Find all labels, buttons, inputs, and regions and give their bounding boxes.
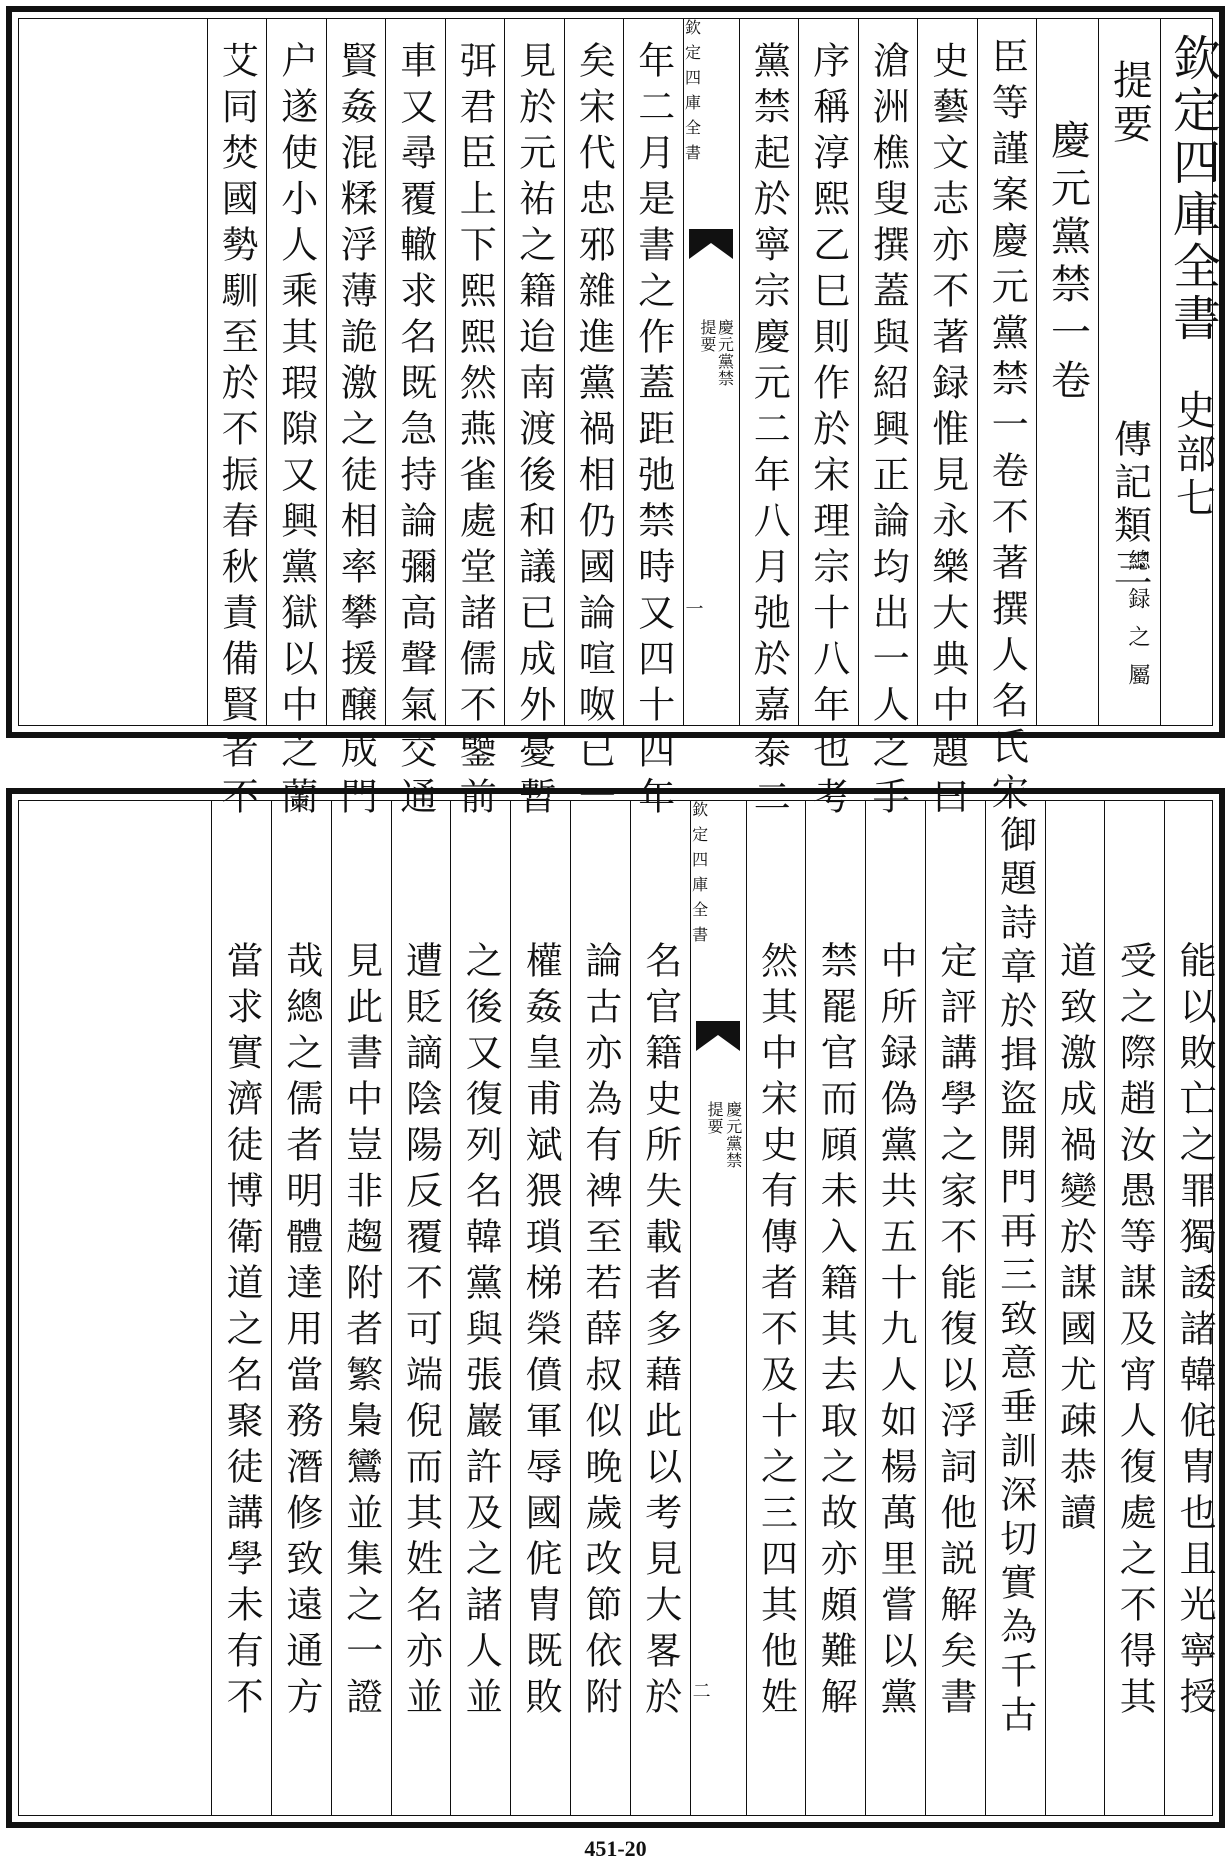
text-column xyxy=(211,801,271,1815)
text-column xyxy=(504,19,564,823)
text-column xyxy=(630,801,690,1815)
column-text: 權姦皇甫斌猥瑣梯榮僨軍辱國侂胄既敗 xyxy=(519,941,563,1723)
fold-book-title: 欽定四庫全書 xyxy=(682,19,702,169)
column-text: 受之際趙汝愚等謀及宵人復處之不得其 xyxy=(1113,941,1157,1723)
column-text: 史藝文志亦不著録惟見永樂大典中題曰 xyxy=(925,41,969,823)
category-sub-label: 總録之屬 xyxy=(1124,549,1150,701)
column-text: 臣等謹案慶元黨禁一卷不著撰人名氏宋 xyxy=(985,37,1029,819)
header-bureau: 史部七 xyxy=(1169,389,1216,521)
fold-section-title: 慶元黨禁 xyxy=(715,319,735,387)
column-text: 然其中宋史有傳者不及十之三四其他姓 xyxy=(754,941,798,1723)
book-title-column xyxy=(1036,19,1098,725)
fold-section-sub: 提要 xyxy=(697,319,717,353)
column-text: 車又尋覆轍求名既急持論彌高聲氣交通 xyxy=(393,41,437,823)
column-text: 户遂使小人乘其瑕隙又興黨獄以中之蘭 xyxy=(274,41,318,823)
text-column xyxy=(739,19,799,823)
bottom-frame xyxy=(6,788,1225,1828)
fishtail-mark-icon xyxy=(696,1021,740,1051)
center-fold-column xyxy=(683,19,739,725)
column-text: 序稱淳熙乙巳則作於宋理宗十八年也考 xyxy=(806,41,850,823)
fold-page-number: 二 xyxy=(689,1681,711,1708)
text-column xyxy=(271,801,331,1815)
top-inner-border xyxy=(18,18,1221,823)
column-text: 禁罷官而頋未入籍其去取之故亦頗難解 xyxy=(814,941,858,1723)
tiyao-label: 提要 xyxy=(1106,59,1153,147)
text-column xyxy=(450,801,510,1815)
text-column xyxy=(207,19,267,823)
column-text: 名官籍史所失載者多藉此以考見大畧於 xyxy=(638,941,682,1723)
text-column xyxy=(746,801,806,1815)
page-footer-number: 451-20 xyxy=(584,1836,647,1861)
column-text: 見於元祐之籍迨南渡後和議已成外憂暫 xyxy=(512,41,556,823)
column-text: 論古亦為有裨至若薛叔似晚歲改節依附 xyxy=(578,941,622,1723)
bottom-inner-border xyxy=(18,800,1217,1816)
column-text: 見此書中豈非趨附者繁梟鸞並集之一證 xyxy=(339,941,383,1723)
text-column xyxy=(985,801,1045,1815)
column-text: 定評講學之家不能復以浮詞他説解矣書 xyxy=(933,941,977,1723)
fishtail-mark-icon xyxy=(689,229,733,259)
text-column xyxy=(570,801,630,1815)
column-text: 賢姦混糅浮薄詭激之徒相率攀援醸成門 xyxy=(334,41,378,823)
text-column xyxy=(858,19,918,823)
text-column xyxy=(1164,801,1224,1815)
column-text: 黨禁起於寧宗慶元二年八月弛於嘉泰二 xyxy=(747,41,791,823)
column-text: 弭君臣上下熙熙然燕雀處堂諸儒不鑒前 xyxy=(453,41,497,823)
text-column xyxy=(977,19,1037,819)
text-column xyxy=(445,19,505,823)
column-text: 當求實濟徒博衛道之名聚徒講學未有不 xyxy=(220,941,264,1723)
text-column xyxy=(798,19,858,823)
column-text: 矣宋代忠邪雜進黨禍相仍國論喧呶已一 xyxy=(572,41,616,823)
column-text: 道致激成禍變於謀國尤疎恭讀 xyxy=(1053,941,1097,1539)
column-text: 艾同焚國勢馴至於不振春秋責備賢者不 xyxy=(215,41,259,823)
column-text: 中所録偽黨共五十九人如楊萬里嘗以黨 xyxy=(874,941,918,1723)
column-text: 遭貶謫陰陽反覆不可端倪而其姓名亦並 xyxy=(399,941,443,1723)
column-text: 哉總之儒者明體達用當務潛修致遠通方 xyxy=(279,941,323,1723)
text-column xyxy=(510,801,570,1815)
text-column xyxy=(385,19,445,823)
top-frame xyxy=(6,6,1225,823)
column-text: 之後又復列名韓黨與張巖許及之諸人並 xyxy=(459,941,503,1723)
fold-book-title: 欽定四庫全書 xyxy=(689,801,709,951)
fold-page-number: 一 xyxy=(682,599,704,626)
text-column xyxy=(1045,801,1105,1815)
text-column xyxy=(917,19,977,823)
text-column xyxy=(865,801,925,1815)
fold-section-title: 慶元黨禁 xyxy=(723,1101,743,1169)
text-column xyxy=(391,801,451,1815)
fold-section-sub: 提要 xyxy=(704,1101,724,1135)
column-text: 年二月是書之作蓋距弛禁時又四十四年 xyxy=(631,41,675,823)
category-label: 傳記類三 xyxy=(1107,419,1152,591)
tiyao-column xyxy=(1098,19,1160,725)
text-column xyxy=(266,19,326,823)
column-text: 滄洲樵叟撰蓋與紹興正論均出一人之手 xyxy=(866,41,910,823)
column-text: 御題詩章於揖盜開門再三致意垂訓深切實為千古 xyxy=(993,815,1037,1739)
header-column xyxy=(1160,19,1224,725)
text-column xyxy=(805,801,865,1815)
book-title: 慶元黨禁一卷 xyxy=(1044,119,1091,407)
text-column xyxy=(925,801,985,1815)
column-text: 能以敗亡之罪獨諉諸韓侂胄也且光寧授 xyxy=(1173,941,1217,1723)
text-column xyxy=(326,19,386,823)
text-column xyxy=(623,19,683,823)
bottom-page xyxy=(0,788,1231,1830)
top-page xyxy=(0,0,1231,823)
text-column xyxy=(564,19,624,823)
center-fold-column xyxy=(690,801,746,1815)
text-column xyxy=(1104,801,1164,1815)
text-column xyxy=(331,801,391,1815)
header-title: 欽定四庫全書 xyxy=(1164,33,1221,345)
